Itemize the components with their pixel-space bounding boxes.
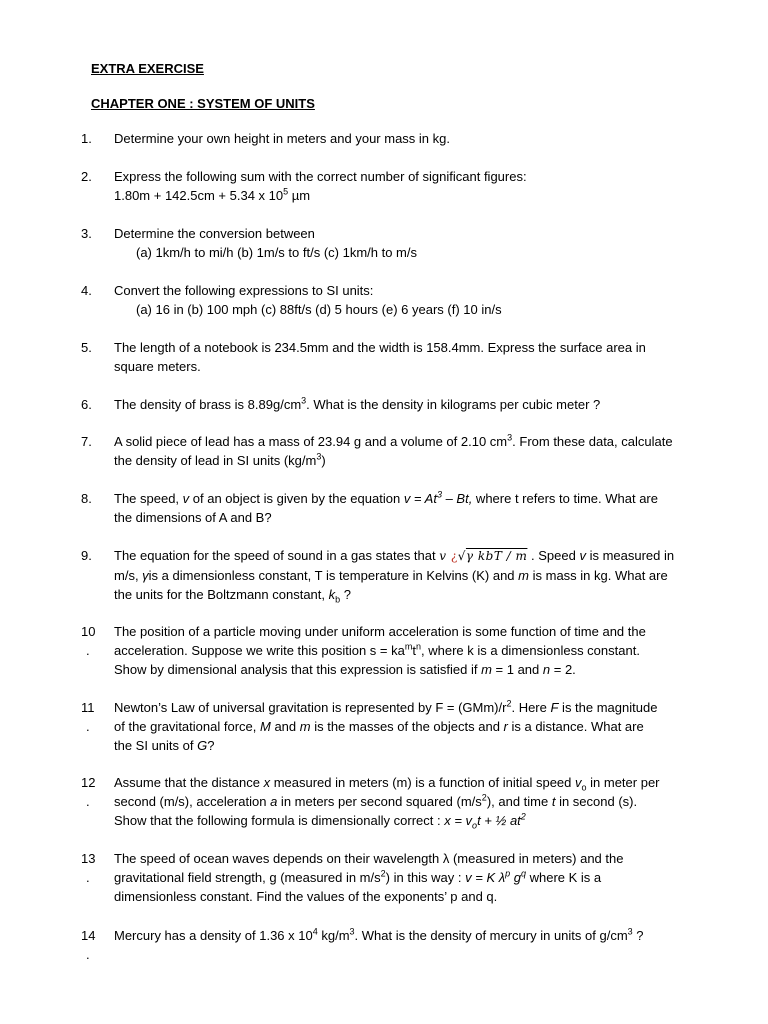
formula: v = K $\lambda^p$ $g^q$ xyxy=(465,868,526,885)
question-text xyxy=(114,849,714,906)
question-line: Convert the following expressions to SI units: xyxy=(114,283,374,298)
question-line: 1.80m + 142.5cm + 5.34 x $10^5$ µm xyxy=(114,186,311,203)
question-text xyxy=(114,432,714,470)
question-number: 6. xyxy=(81,397,92,412)
question-line: the units for the Boltzmann constant, $k_b$ ? xyxy=(114,587,351,605)
question-line: The speed, v of an object is given by the equation $v = At^3 - Bt$, where t refers to time. What are xyxy=(114,489,658,506)
equation: $v = At^3 - Bt$, xyxy=(403,489,473,506)
question-number: 10 xyxy=(81,624,96,639)
question-line: The speed of ocean waves depends on their wavelength λ (measured in meters) and the xyxy=(114,851,624,866)
question-line: Determine the conversion between xyxy=(114,226,315,241)
question-text xyxy=(114,622,714,679)
question-number-dot: . xyxy=(86,794,90,809)
question-number: 9. xyxy=(81,548,92,563)
question-number-dot: . xyxy=(86,947,90,962)
sound-speed-equation: v ¿√γ kbT / m xyxy=(439,549,528,563)
question-number: 8. xyxy=(81,491,92,506)
formula: $x = v_ot$ + ½ $at^2$ xyxy=(444,811,526,831)
question-line: The position of a particle moving under uniform acceleration is some function of time and the xyxy=(114,624,646,639)
question-text xyxy=(114,489,714,527)
question-line: the SI units of G? xyxy=(114,738,215,753)
question-text xyxy=(114,698,714,755)
question-number: 3. xyxy=(81,226,92,241)
question-text: Determine your own height in meters and your mass in kg. xyxy=(114,131,450,146)
question-number: 12 xyxy=(81,775,96,790)
question-number-dot: . xyxy=(86,870,90,885)
question-number: 4. xyxy=(81,283,92,298)
question-text xyxy=(114,773,714,830)
question-line: Assume that the distance x measured in meters (m) is a function of initial speed $v_o$ in meter per xyxy=(114,775,660,793)
question-line: second (m/s), acceleration a in meters per second squared $(m/s^2)$, and time t in second (s). xyxy=(114,792,638,809)
question-text: The density of brass is $8.89g/cm^3$. What is the density in kilograms per cubic meter ? xyxy=(114,395,601,412)
question-number-dot: . xyxy=(86,643,90,658)
question-line: gravitational field strength, g (measured in $m/s^2$) in this way : v = K $\lambda^p$ $g^q$ where K is a xyxy=(114,868,602,885)
document-title: EXTRA EXERCISE xyxy=(91,61,204,76)
question-text: Mercury has a density of 1.36 x $10^4$ $kg/m^3$. What is the density of mercury in units of $g/cm^3$ ? xyxy=(114,926,644,943)
question-text xyxy=(114,546,714,604)
question-number: 13 xyxy=(81,851,96,866)
question-line: m/s, γis a dimensionless constant, T is temperature in Kelvins (K) and m is mass in kg. What are xyxy=(114,568,668,583)
question-line: the dimensions of A and B? xyxy=(114,510,272,525)
question-options: (a) 16 in (b) 100 mph (c) 88ft/s (d) 5 hours (e) 6 years (f) 10 in/s xyxy=(136,302,502,317)
question-line: Express the following sum with the correct number of significant figures: xyxy=(114,169,527,184)
question-number: 11 xyxy=(81,700,95,715)
question-line: of the gravitational force, M and m is the masses of the objects and r is a distance. What are xyxy=(114,719,644,734)
question-line: The length of a notebook is 234.5mm and the width is 158.4mm. Express the surface area in xyxy=(114,340,646,355)
question-number: 7. xyxy=(81,434,92,449)
question-number: 5. xyxy=(81,340,92,355)
question-number: 14 xyxy=(81,928,96,943)
question-line: the density of lead in SI units $(kg/m^3)$ xyxy=(114,451,326,468)
question-text xyxy=(114,167,714,205)
question-text xyxy=(114,224,714,262)
question-line: The equation for the speed of sound in a gas states that v ¿√γ kbT / m . Speed v is measured in xyxy=(114,548,675,563)
question-number: 2. xyxy=(81,169,92,184)
chapter-title: CHAPTER ONE : SYSTEM OF UNITS xyxy=(91,96,315,111)
question-line: square meters. xyxy=(114,359,201,374)
question-number: 1. xyxy=(81,131,92,146)
question-number-dot: . xyxy=(86,719,90,734)
question-line: A solid piece of lead has a mass of 23.94 g and a volume of 2.10 $cm^3$. From these data, calculate xyxy=(114,432,673,449)
question-line: dimensionless constant. Find the values of the exponents’ p and q. xyxy=(114,889,498,904)
question-options: (a) 1km/h to mi/h (b) 1m/s to ft/s (c) 1km/h to m/s xyxy=(136,245,417,260)
question-text xyxy=(114,338,714,376)
question-line: Newton’s Law of universal gravitation is represented by $F = (GMm)/r^2$. Here F is the magnitude xyxy=(114,698,658,715)
question-text xyxy=(114,281,714,319)
question-line: acceleration. Suppose we write this position $s = ka^mt^n$, where k is a dimensionless constant. xyxy=(114,641,640,658)
question-line: Show that the following formula is dimensionally correct : $x = v_ot$ + ½ $at^2$ xyxy=(114,811,526,831)
question-line: Show by dimensional analysis that this expression is satisfied if m = 1 and n = 2. xyxy=(114,662,576,677)
